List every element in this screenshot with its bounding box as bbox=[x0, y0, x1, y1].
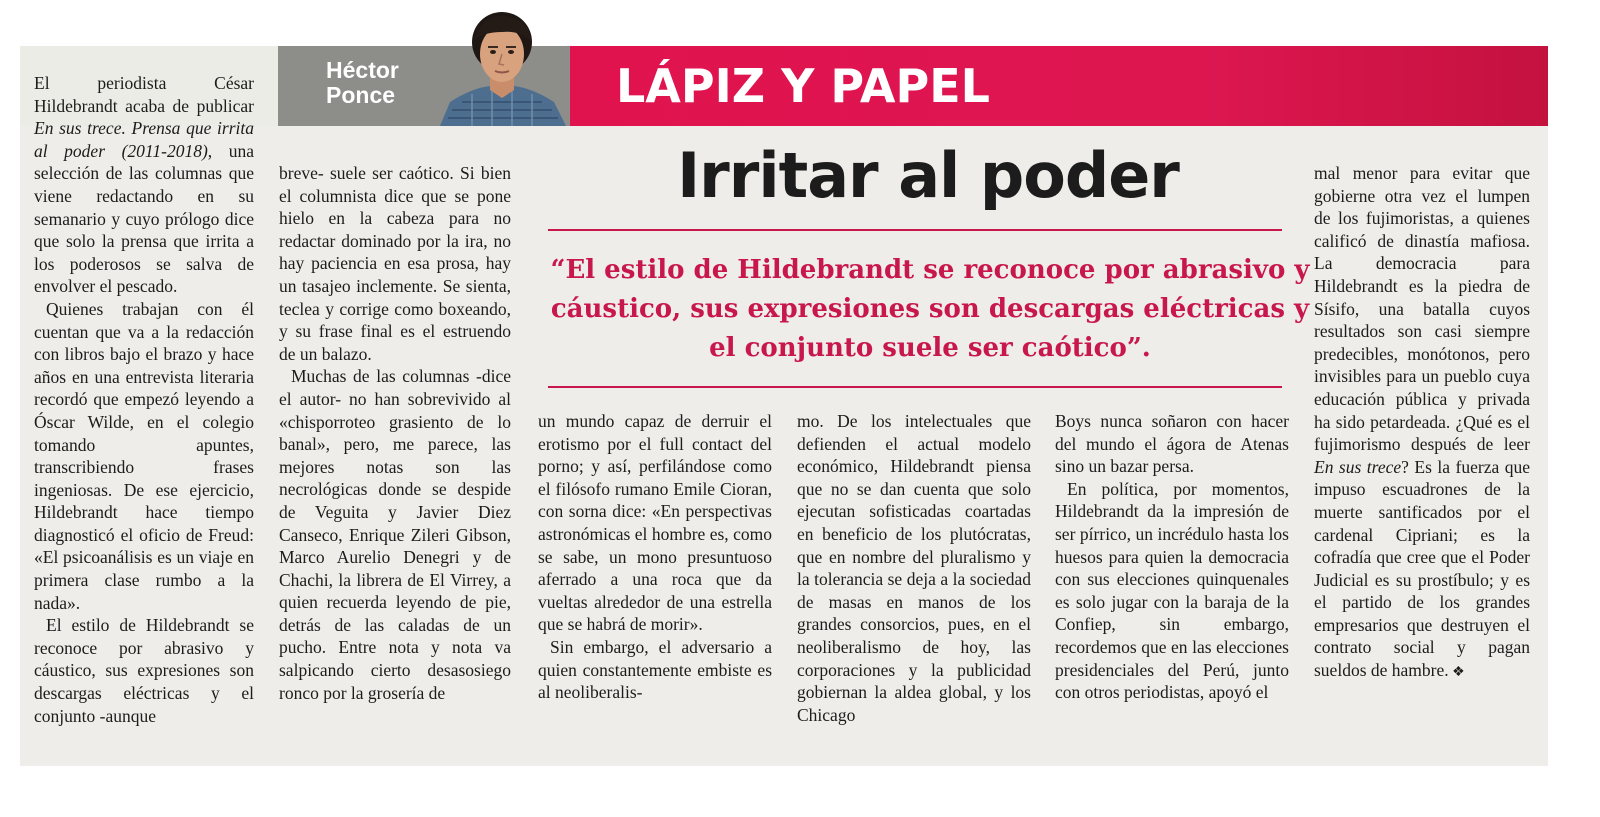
column-2-paragraph-1: breve- suele ser caótico. Si bien el columnista dice que se pone hielo en la cabeza para no redactar dominado por la ira, no hay paciencia en esa prosa, hay un tasajeo inclemente. Se sienta, teclea y corrige como boxeando, y su frase final es el estruendo de un balazo. bbox=[279, 163, 511, 364]
column-4-paragraph-1: mo. De los intelectuales que defienden el actual modelo económico, Hildebrandt piensa que no se dan cuenta que solo ejecutan sofisticadas coartadas en beneficio de los plutócratas, que en nombre del pluralismo y la tolerancia se deja a la sociedad de masas en manos de los grandes consorcios, pues, en el neoliberalismo de hoy, las corporaciones y la publicidad gobiernan la aldea global, y los Chicago bbox=[797, 411, 1031, 725]
article-column-4 bbox=[797, 410, 1031, 726]
column-1-paragraph-2: Quienes trabajan con él cuentan que va a la redacción con libros bajo el brazo y hace años en una entrevista literaria recordó que empezó leyendo a Óscar Wilde, en el colegio tomando apuntes, transcribiendo frases ingeniosas. De ese ejercicio, Hildebrandt hace tiempo diagnosticó el oficio de Freud: «El psicoanálisis es un viaje en primera clase rumbo a la nada». bbox=[34, 298, 254, 613]
article-column-2 bbox=[279, 162, 511, 704]
pull-quote: “El estilo de Hildebrandt se reconoce por abrasivo y cáustico, sus expresiones son descargas eléctricas y el conjunto suele ser caótico”. bbox=[550, 255, 1310, 363]
author-photo bbox=[432, 10, 572, 126]
newspaper-page bbox=[20, 46, 1548, 766]
author-name bbox=[326, 58, 399, 108]
article-column-6 bbox=[1314, 162, 1530, 685]
book-title-short: En sus trece bbox=[1314, 456, 1402, 477]
headline: Irritar al poder bbox=[677, 139, 1179, 212]
headline-rule-top bbox=[548, 229, 1282, 231]
column-1-paragraph-3: El estilo de Hildebrandt se reconoce por abrasivo y cáustico, sus expresiones son descargas eléctricas y el conjunto -aunque bbox=[34, 615, 254, 726]
column-1-paragraph-1: El periodista César Hildebrandt acaba de publicar En sus trece. Prensa que irrita al poder (2011-2018), una selección de las columnas que viene redactando en su semanario y cuyo prólogo dice que solo la prensa que irrita a los poderosos se salva de envolver el pescado. bbox=[34, 73, 254, 297]
column-5-paragraph-1: Boys nunca soñaron con hacer del mundo el ágora de Atenas sino un bazar persa. bbox=[1055, 411, 1289, 477]
article-column-1 bbox=[34, 72, 254, 727]
article-column-3 bbox=[538, 410, 772, 704]
author-last-name: Ponce bbox=[326, 82, 396, 108]
section-title: LÁPIZ Y PAPEL bbox=[616, 59, 990, 113]
author-first-name: Héctor bbox=[326, 57, 399, 83]
pull-quote-rule-bottom bbox=[548, 386, 1282, 388]
column-5-paragraph-2: En política, por momentos, Hildebrandt da la impresión de ser pírrico, un incrédulo hasta los huesos para quien la democracia con sus elecciones quinquenales es solo jugar con la baraja de la Confiep, sin embargo, recordemos que en las elecciones presidenciales del Perú, junto con otros periodistas, apoyó el bbox=[1055, 478, 1289, 703]
column-3-paragraph-2: Sin embargo, el adversario a quien constantemente embiste es al neoliberalis- bbox=[538, 636, 772, 703]
column-2-paragraph-2: Muchas de las columnas -dice el autor- no han sobrevivido al «chisporroteo grasiento de lo banal», pero, me parece, las mejores notas son las necrológicas donde se despide de Veguita y Javier Diez Canseco, Enrique Zileri Gibson, Marco Aurelio Denegri y de Chachi, la librera de El Virrey, a quien recuerda leyendo de pie, detrás de las caladas de un pucho. Entre nota y nota va salpicando cierto desasosiego ronco por la grosería de bbox=[279, 366, 511, 703]
book-title: En sus trece. Prensa que irrita al poder (2011-2018) bbox=[34, 118, 254, 161]
article-column-5 bbox=[1055, 410, 1289, 704]
column-3-paragraph-1: un mundo capaz de derruir el erotismo por el full contact del porno; y así, perfilándose como el filósofo rumano Emile Cioran, con sorna dice: «En perspectivas astronómicas el hombre es, como se sabe, un mono presuntuoso aferrado a una roca que da vueltas alrededor de una estrella que se habrá de morir». bbox=[538, 411, 772, 635]
column-6-paragraph-1: mal menor para evitar que gobierne otra vez el lumpen de los fujimoristas, a quienes calificó de dinastía mafiosa. La democracia para Hildebrandt es la piedra de Sísifo, una batalla cuyos resultados son casi siempre predecibles, monótonos, pero invisibles para un pueblo cuya educación pública y privada ha sido petardeada. ¿Qué es el fujimorismo después de leer En sus trece? Es la fuerza que impuso escuadrones de la muerte santificados por el cardenal Cipriani; es la cofradía que cree que el Poder Judicial es su prostíbulo; y es el partido de los grandes empresarios que destruyen el contrato social y pagan sueldos de hambre. ❖ bbox=[1314, 163, 1531, 681]
end-of-article-mark: ❖ bbox=[1448, 665, 1465, 681]
